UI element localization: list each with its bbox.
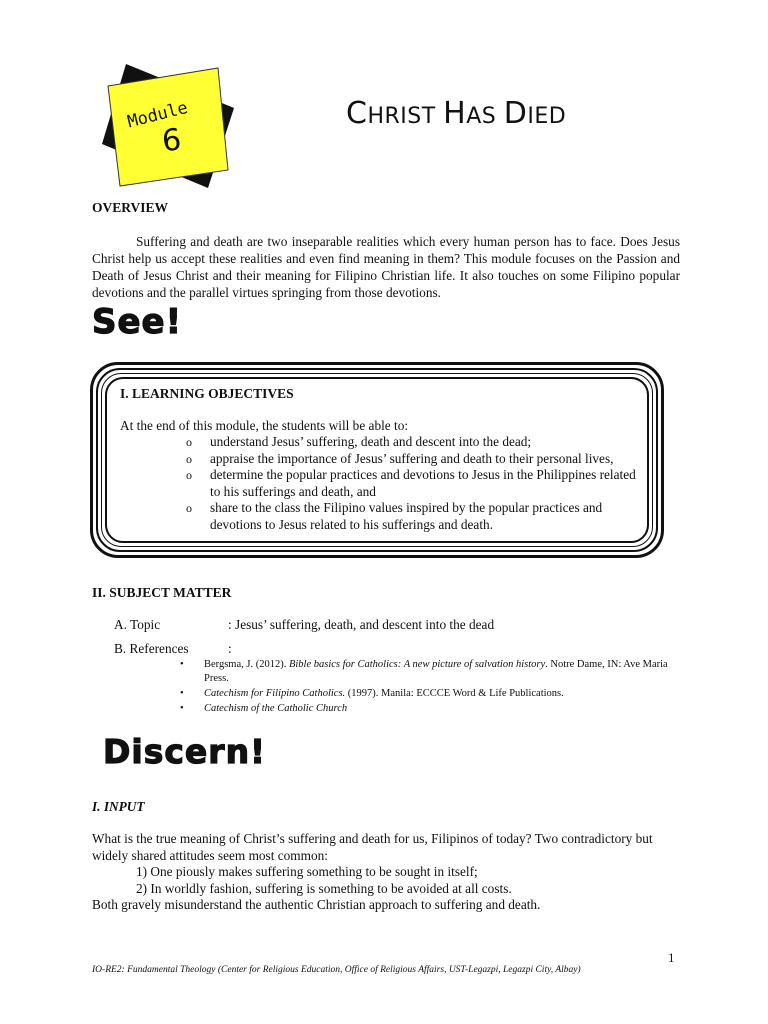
module-badge: [96, 58, 240, 194]
references-list: [180, 658, 680, 715]
overview-paragraph: Suffering and death are two inseparable realities which every human person has to face. Does Jesus Christ help us accept these realities and even find meaning in them? This module focuses on the Passion and Death of Jesus Christ and their meaning for Filipino Christian life. It also touches on some Filipino popular devotions and the parallel virtues springing from those devotions.: [92, 234, 680, 300]
badge-number: 6: [160, 122, 183, 160]
list-item: o share to the class the Filipino values inspired by the popular practices and devotions to Jesus related to his sufferings and death.: [186, 500, 603, 532]
topic-value: : Jesus’ suffering, death, and descent into the dead: [228, 617, 495, 632]
references-label: B. References: [114, 641, 189, 656]
subject-matter-heading: II. SUBJECT MATTER: [92, 585, 232, 600]
references-colon: :: [228, 641, 232, 656]
badge-word: Module: [125, 98, 190, 133]
input-body: What is the true meaning of Christ’s suffering and death for us, Filipinos of today? Two contradictory but widely shared attitudes seem most common: 1) One piously makes suffering something to be sought in itself; 2) In worldly fashion, suffering is something to be avoided at all costs. Both gravely misunderstand the authentic Christian approach to suffering and death.: [92, 831, 653, 913]
list-item: • Catechism for Filipino Catholics. (1997). Manila: ECCCE Word & Life Publications.: [180, 688, 564, 699]
list-item: o appraise the importance of Jesus’ suffering and death to their personal lives,: [186, 450, 614, 466]
list-item: o determine the popular practices and devotions to Jesus in the Philippines related to his sufferings and death, and: [186, 467, 636, 499]
discern-heading: Discern!: [103, 732, 267, 771]
objectives-heading: I. LEARNING OBJECTIVES: [120, 386, 294, 401]
objectives-intro: At the end of this module, the students will be able to:: [120, 418, 409, 433]
list-item: o understand Jesus’ suffering, death and descent into the dead;: [186, 434, 532, 449]
overview-heading: OVERVIEW: [92, 200, 169, 215]
list-item: • Bergsma, J. (2012). Bible basics for Catholics: A new picture of salvation history. Notre Dame, IN: Ave Maria Press.: [180, 659, 668, 684]
list-item: • Catechism of the Catholic Church: [180, 702, 348, 714]
page-title: CHRIST HAS DIED: [346, 96, 567, 131]
objectives-list: [186, 434, 636, 533]
topic-label: A. Topic: [114, 617, 161, 632]
input-heading: I. INPUT: [92, 799, 145, 814]
page-footer: IO-RE2: Fundamental Theology (Center for Religious Education, Office of Religious Affairs, UST-Legazpi, Legazpi City, Albay): [92, 965, 581, 975]
page-number: 1: [668, 950, 675, 965]
see-heading: See!: [92, 302, 183, 342]
